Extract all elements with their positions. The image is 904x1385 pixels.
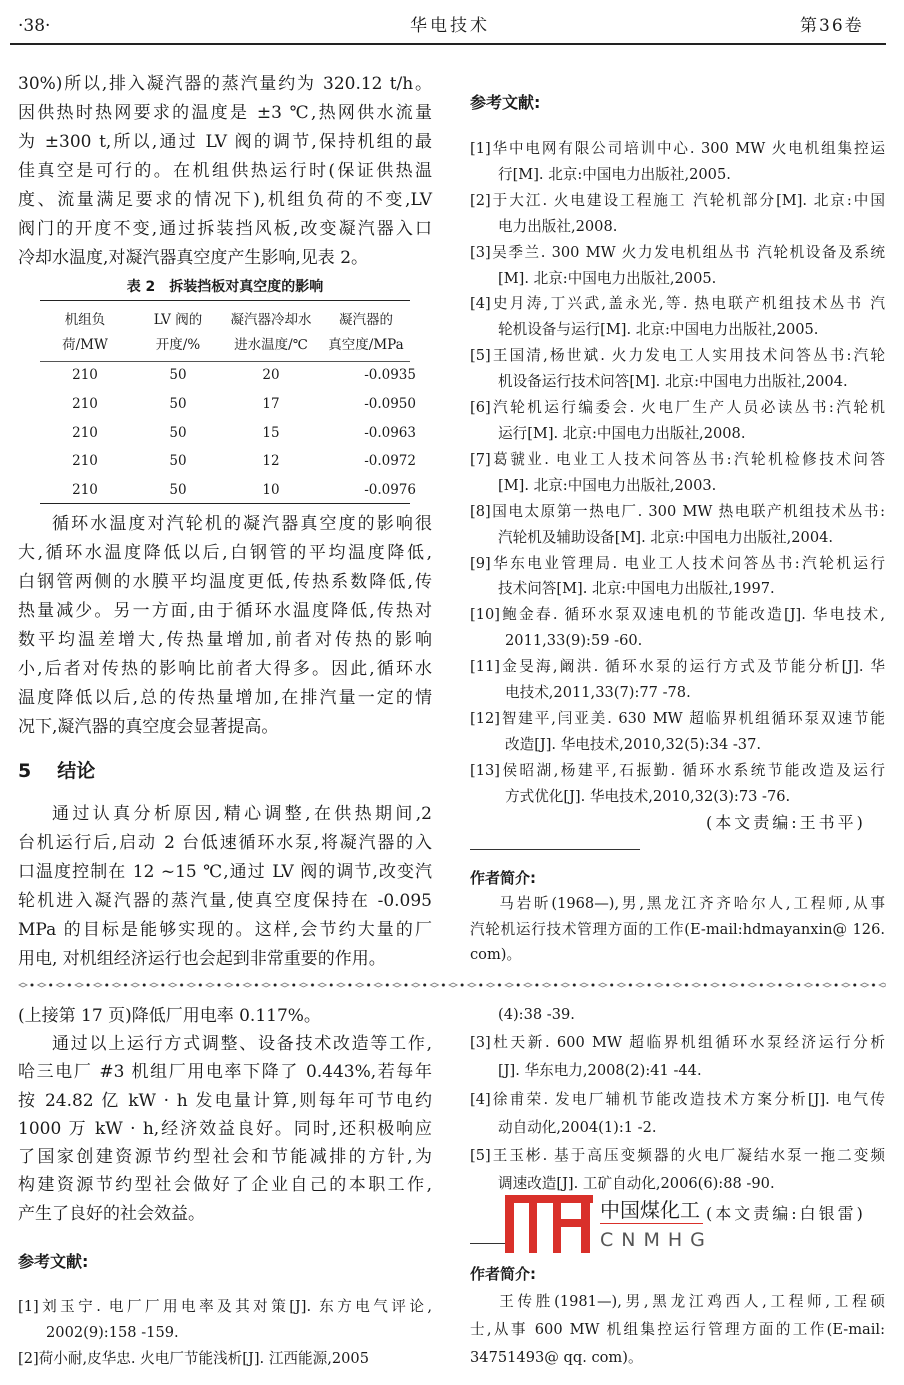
table-header-cell: 凝汽器的	[339, 312, 393, 328]
text-line: 因供热时热网要求的温度是 ±3 ℃,热网供水流量	[18, 103, 432, 123]
reference-item	[470, 188, 885, 240]
table-top-rule	[40, 300, 410, 301]
reference-line-continued: 机设备运行技术问答[M]. 北京:中国电力出版社,2004.	[498, 373, 848, 391]
reference-line-continued: 改造[J]. 华电技术,2010,32(5):34 -37.	[505, 735, 762, 753]
reference-line: [3]杜天新. 600 MW 超临界机组循环水泵经济运行分析	[470, 1034, 885, 1051]
table-cell: 210	[72, 367, 98, 383]
text-line: MPa 的目标是能够实现的。这样,会节约大量的厂	[18, 920, 432, 940]
text-line: 用电, 对机组经济运行也会起到非常重要的作用。	[18, 949, 386, 969]
paragraph-circulating-water	[18, 510, 432, 742]
references-title-2: 参考文献:	[18, 1252, 89, 1271]
reference-line-continued: 方式优化[J]. 华电技术,2010,32(3):73 -76.	[505, 787, 791, 805]
text-line: 数平均温差增大,传热量增加,前者对传热的影响	[18, 630, 432, 650]
reference-item	[470, 1086, 885, 1143]
author-title-2: 作者简介:	[470, 1265, 536, 1283]
reference-line: [9]华东电业管理局. 电业工人技术问答丛书:汽轮机运行	[470, 554, 885, 572]
text-line: 度、流量满足要求的情况下),机组负荷的不变,LV	[18, 190, 432, 210]
reference-line-continued: 动自动化,2004(1):1 -2.	[498, 1118, 657, 1136]
table-cell: 15	[262, 424, 280, 441]
text-line: 为 ±300 t,所以,通过 LV 阀的调节,保持机组的最	[18, 132, 432, 152]
reference-line-continued: 调速改造[J]. 工矿自动化,2006(6):88 -90.	[498, 1175, 775, 1193]
table-cell: 50	[169, 482, 187, 498]
reference-line: [6]汽轮机运行编委会. 火电厂生产人员必读丛书:汽轮机	[470, 399, 885, 417]
reference-line: [2]荷小耐,皮华忠. 火电厂节能浅析[J]. 江西能源,2005	[18, 1349, 369, 1367]
section-heading	[18, 758, 95, 784]
table-cell: 50	[169, 453, 187, 470]
reference-item	[470, 706, 885, 758]
header-rule	[10, 43, 886, 45]
text-line: 大,循环水温度降低以后,白钢管的平均温度降低,	[18, 543, 432, 563]
table-cell: 210	[72, 482, 98, 498]
reference-line-continued: [J]. 华东电力,2008(2):41 -44.	[498, 1062, 702, 1080]
text-line: 马岩昕(1968—),男,黑龙江齐齐哈尔人,工程师,从事	[499, 895, 885, 912]
reference-line: [10]鲍金春. 循环水泵双速电机的节能改造[J]. 华电技术,	[470, 606, 885, 624]
table-header-cell: 机组负	[64, 312, 106, 328]
reference-line: [8]国电太原第一热电厂. 300 MW 热电联产机组技术丛书:	[470, 502, 885, 520]
reference-line: [11]金旻海,阚洪. 循环水泵的运行方式及节能分析[J]. 华	[470, 658, 885, 676]
logo-text-en: CNMHG	[600, 1229, 713, 1251]
reference-line-continued: 电力出版社,2008.	[498, 217, 618, 235]
reference-line-continued: 2011,33(9):59 -60.	[505, 632, 643, 650]
text-line: 口温度控制在 12 ~15 ℃,通过 LV 阀的调节,改变汽	[18, 862, 432, 882]
reference-list-3	[470, 1029, 885, 1199]
table-cell: 12	[262, 453, 280, 470]
table-cell: 50	[169, 367, 187, 383]
table-cell: 20	[262, 367, 280, 383]
reference-line: [4]徐甫荣. 发电厂辅机节能改造技术方案分析[J]. 电气传	[470, 1090, 885, 1108]
table-header-rule	[40, 361, 410, 362]
reference-item	[18, 1294, 432, 1346]
reference-item	[470, 136, 885, 188]
reference-line: [1]刘玉宁. 电厂厂用电率及其对策[J]. 东方电气评论,	[18, 1298, 432, 1315]
reference-item	[470, 291, 885, 343]
text-line: 构建资源节约型社会做好了企业自己的本职工作,	[18, 1175, 432, 1196]
text-line: 了国家创建资源节约型社会和节能减排的方针,为	[18, 1147, 432, 1168]
reference-line-continued: [M]. 北京:中国电力出版社,2003.	[498, 476, 717, 494]
reference-item	[18, 1346, 432, 1372]
reference-line: [5]王国清,杨世斌. 火力发电工人实用技术问答丛书:汽轮	[470, 347, 885, 365]
reference-item	[470, 1142, 885, 1199]
reference-line-continued: [M]. 北京:中国电力出版社,2005.	[498, 269, 717, 287]
table-cell: 50	[169, 395, 187, 412]
table-bottom-rule	[40, 503, 410, 504]
reference-line: [5]王玉彬. 基于高压变频器的火电厂凝结水泵一拖二变频	[470, 1147, 885, 1165]
text-line: 34751493@ qq. com)。	[470, 1349, 643, 1366]
table-cell: -0.0950	[364, 395, 416, 412]
reference-line: [1]华中电网有限公司培训中心. 300 MW 火电机组集控运	[470, 140, 885, 157]
reference-item	[470, 395, 885, 447]
paragraph-conclusion	[18, 800, 432, 974]
reference-item	[470, 654, 885, 706]
reference-item	[470, 343, 885, 395]
text-line: 1000 万 kW · h,经济效益良好。同时,还积极响应	[18, 1118, 432, 1139]
reference-line-continued: 运行[M]. 北京:中国电力出版社,2008.	[498, 424, 746, 442]
editor-credit: (本文责编:王书平)	[706, 813, 866, 832]
text-line: 热量减少。另一方面,由于循环水温度降低,传热对	[18, 601, 432, 621]
logo-underline	[600, 1223, 703, 1224]
author-rule-2	[470, 1243, 506, 1244]
text-line: 汽轮机运行技术管理方面的工作(E-mail:hdmayanxin@ 126.	[470, 920, 885, 938]
author-bio	[470, 891, 885, 968]
text-line: 通过以上运行方式调整、设备技术改造等工作,	[52, 1034, 432, 1054]
table-cell: -0.0972	[364, 453, 416, 470]
table-cell: -0.0976	[364, 482, 416, 498]
section-separator	[18, 980, 886, 990]
section-number: 5	[18, 760, 32, 782]
text-line: 况下,凝汽器的真空度会显著提高。	[18, 717, 279, 737]
reference-line-continued: 技术问答[M]. 北京:中国电力出版社,1997.	[498, 580, 775, 598]
table-header-cell: 真空度/MPa	[328, 337, 404, 353]
text-line: 哈三电厂 #3 机组厂用电率下降了 0.443%,若每年	[18, 1062, 432, 1083]
section-title: 结论	[57, 760, 96, 782]
editor-credit-2: (本文责编:白银雷)	[706, 1204, 866, 1223]
reference-line: [13]侯昭湖,杨建平,石振勤. 循环水系统节能改造及运行	[470, 761, 885, 779]
page-number: ·38·	[18, 16, 51, 36]
table-cell: 210	[72, 424, 98, 441]
table-header-cell: 开度/%	[155, 337, 201, 353]
reference-line-continued: 2002(9):158 -159.	[46, 1323, 179, 1341]
table-cell: 210	[72, 395, 98, 412]
reference-item	[470, 447, 885, 499]
text-line: 阀门的开度不变,通过拆装挡风板,改变凝汽器入口	[18, 219, 432, 239]
logo-text-cn: 中国煤化工	[600, 1198, 700, 1222]
reference-line: [12]智建平,闫亚美. 630 MW 超临界机组循环泵双速节能	[470, 709, 885, 727]
text-line: 台机运行后,启动 2 台低速循环水泵,将凝汽器的入	[18, 833, 432, 853]
continued-note: (上接第 17 页)降低厂用电率 0.117%。	[18, 1006, 321, 1026]
references-title: 参考文献:	[470, 93, 541, 112]
text-line: 小,后者对传热的影响比前者大得多。因此,循环水	[18, 659, 432, 679]
reference-line-continued: 行[M]. 北京:中国电力出版社,2005.	[498, 165, 731, 183]
table-cell: 50	[169, 424, 187, 441]
reference-line-continued: 轮机设备与运行[M]. 北京:中国电力出版社,2005.	[498, 321, 819, 339]
reference-line: [3]吴季兰. 300 MW 火力发电机组丛书 汽轮机设备及系统	[470, 243, 885, 261]
text-line: 30%)所以,排入凝汽器的蒸汽量约为 320.12 t/h。	[18, 74, 432, 94]
table-cell: 210	[72, 453, 98, 470]
reference-item	[470, 551, 885, 603]
text-line: 循环水温度对汽轮机的凝汽器真空度的影响很	[52, 514, 432, 534]
reference-line: [4]史月涛,丁兴武,盖永光,等. 热电联产机组技术丛书 汽	[470, 295, 885, 313]
reference-line: [2]于大江. 火电建设工程施工 汽轮机部分[M]. 北京:中国	[470, 191, 885, 209]
reference-line-continued: 电技术,2011,33(7):77 -78.	[505, 684, 691, 702]
table-cell: 17	[262, 395, 280, 412]
reference-item	[470, 1029, 885, 1086]
reference-item	[470, 602, 885, 654]
table-caption: 表 2 拆装挡板对真空度的影响	[126, 279, 324, 295]
author-bio-2	[470, 1288, 885, 1372]
logo-mark-icon	[505, 1195, 593, 1253]
table-header-cell: 荷/MW	[62, 337, 108, 353]
text-line: 佳真空是可行的。在机组供热运行时(保证供热温	[18, 161, 432, 181]
volume-label: 第36卷	[800, 16, 864, 36]
text-line: com)。	[470, 946, 522, 964]
reference-line: [7]葛虢业. 电业工人技术问答丛书:汽轮机检修技术问答	[470, 450, 885, 468]
reference-item	[470, 499, 885, 551]
text-line: 温度降低以后,总的传热量增加,在排汽量一定的情	[18, 688, 432, 708]
table-header-cell: LV 阀的	[153, 312, 203, 328]
journal-name: 华电技术	[410, 16, 490, 36]
reference-line-continued: 汽轮机及辅助设备[M]. 北京:中国电力出版社,2004.	[498, 528, 834, 546]
text-line: 士,从事 600 MW 机组集控运行管理方面的工作(E-mail:	[470, 1321, 885, 1338]
text-line: 通过认真分析原因,精心调整,在供热期间,2	[52, 804, 432, 824]
table-cell: -0.0963	[364, 424, 416, 441]
text-line: 冷却水温度,对凝汽器真空度产生影响,见表 2。	[18, 248, 369, 268]
text-line: 轮机进入凝汽器的蒸汽量,使真空度保持在 -0.095	[18, 891, 432, 911]
text-line: 产生了良好的社会效益。	[18, 1203, 205, 1224]
reference-continued: (4):38 -39.	[498, 1006, 575, 1023]
reference-item	[470, 758, 885, 810]
text-line: 王传胜(1981—),男,黑龙江鸡西人,工程师,工程硕	[499, 1293, 885, 1310]
text-line: 白钢管两侧的水膜平均温度更低,传热系数降低,传	[18, 572, 432, 592]
paragraph-vacuum-intro	[18, 70, 432, 273]
author-title: 作者简介:	[470, 869, 536, 887]
paragraph-summary	[18, 1030, 432, 1228]
reference-item	[470, 240, 885, 292]
table-header-cell: 凝汽器冷却水	[230, 312, 312, 328]
text-line: 按 24.82 亿 kW · h 发电量计算,则每年可节电约	[18, 1090, 432, 1111]
table-cell: 10	[262, 482, 280, 498]
author-rule	[470, 849, 640, 850]
reference-list	[470, 136, 885, 810]
table-header-cell: 进水温度/℃	[234, 337, 308, 353]
reference-list-2	[18, 1294, 432, 1372]
table-cell: -0.0935	[364, 367, 416, 383]
